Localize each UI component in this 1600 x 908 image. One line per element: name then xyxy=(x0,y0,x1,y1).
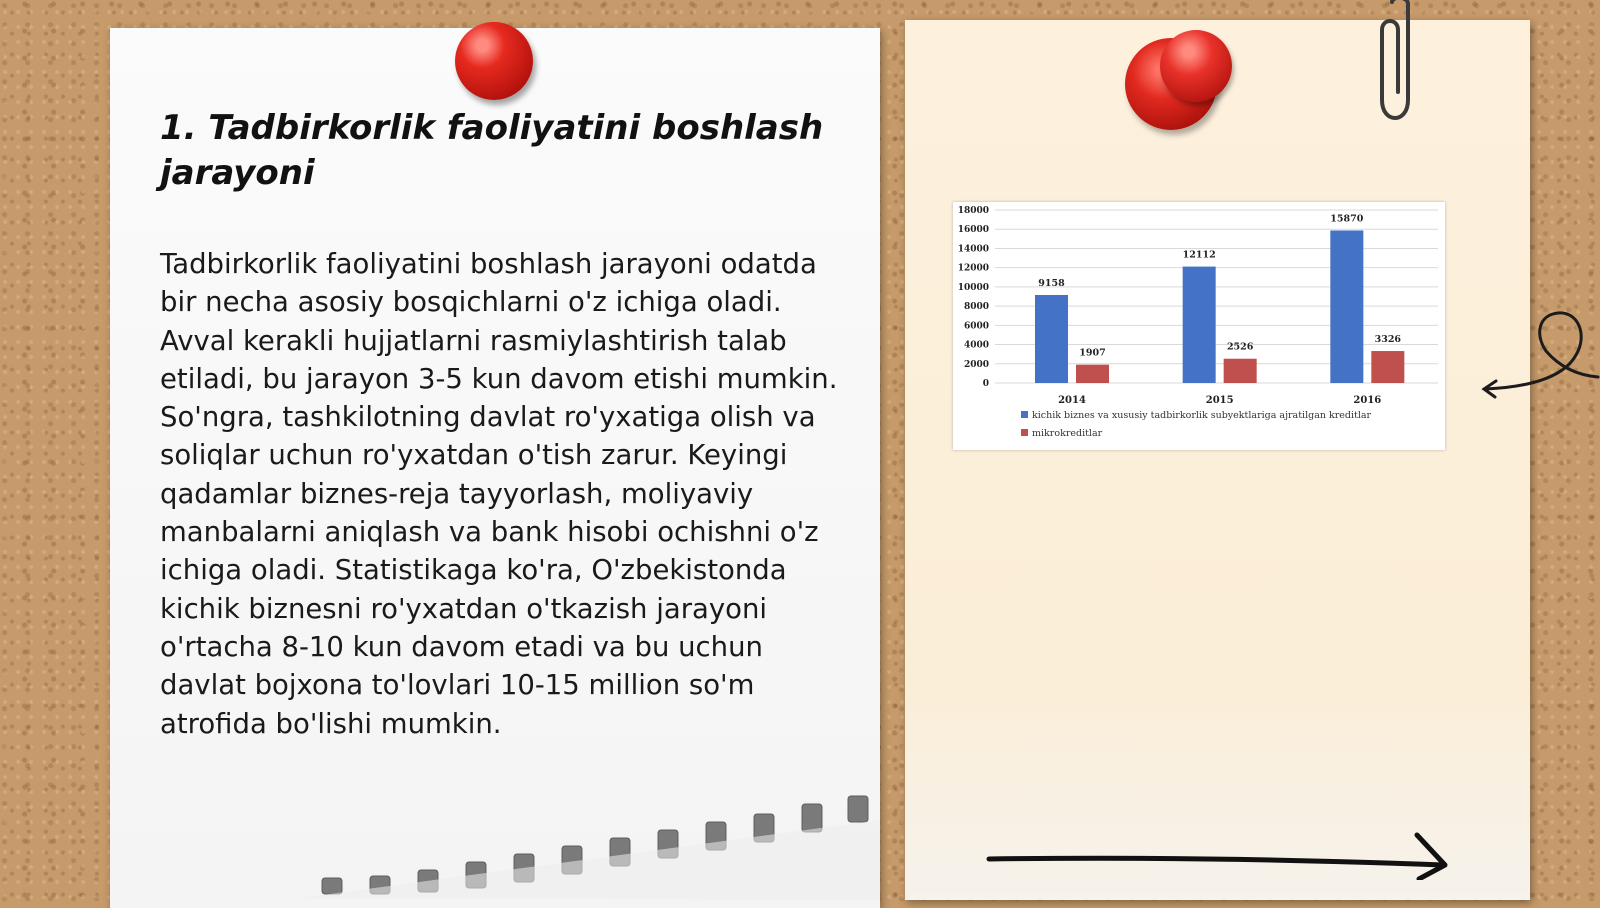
data-label: 12112 xyxy=(1182,249,1216,261)
paperclip-icon xyxy=(1378,0,1418,125)
hand-drawn-loop-arrow xyxy=(1480,305,1600,405)
slide-body-text: Tadbirkorlik faoliyatini boshlash jarayoni odatda bir necha asosiy bosqichlarni o'z ichiga oladi. Avval kerakli hujjatlarni rasmiylashtirish talab etiladi, bu jarayon 3-5 kun davom etishi mumkin. So'ngra, tashkilotning davlat ro'yxatiga olish va soliqlar uchun ro'yxatdan o'tish zarur. Keyingi qadamlar biznes-reja tayyorlash, moliyaviy manbalarni aniqlash va bank hisobi ochishni o'z ichiga oladi. Statistikaga ko'ra, O'zbekistonda kichik biznesni ro'yxatdan o'tkazish jarayoni o'rtacha 8-10 kun davom etadi va bu uchun davlat bojxona to'lovlari 10-15 million so'm atrofida bo'lishi mumkin. xyxy=(160,248,838,740)
hand-drawn-arrow xyxy=(985,825,1455,880)
y-tick-label: 2000 xyxy=(963,359,989,370)
slide-title: 1. Tadbirkorlik faoliyatini boshlash jarayoni xyxy=(160,108,824,193)
chart-canvas xyxy=(953,202,1445,450)
right-note-paper xyxy=(905,20,1530,900)
bar xyxy=(1076,365,1109,383)
bar xyxy=(1224,359,1257,383)
data-label: 15870 xyxy=(1330,213,1364,225)
legend-label: mikrokreditlar xyxy=(1032,428,1103,439)
y-tick-label: 12000 xyxy=(957,263,989,274)
bar xyxy=(1371,351,1404,383)
credit-bar-chart xyxy=(953,202,1445,450)
data-label: 9158 xyxy=(1038,277,1065,289)
bar xyxy=(1035,295,1068,383)
y-tick-label: 14000 xyxy=(957,244,989,255)
y-tick-label: 8000 xyxy=(963,302,989,313)
data-label: 2526 xyxy=(1226,341,1254,353)
y-tick-label: 18000 xyxy=(957,206,989,216)
y-tick-label: 6000 xyxy=(963,321,989,332)
bar xyxy=(1183,267,1216,383)
x-tick-label: 2014 xyxy=(1058,395,1086,406)
data-label: 1907 xyxy=(1079,347,1106,359)
y-tick-label: 4000 xyxy=(963,340,989,351)
legend-swatch xyxy=(1021,429,1028,436)
y-tick-label: 10000 xyxy=(957,282,989,293)
y-tick-label: 0 xyxy=(982,379,989,389)
x-tick-label: 2016 xyxy=(1353,395,1382,406)
spiral-binding-decoration xyxy=(300,790,880,900)
y-tick-label: 16000 xyxy=(957,225,989,236)
data-label: 3326 xyxy=(1374,334,1402,346)
red-pushpin xyxy=(1160,30,1232,102)
x-tick-label: 2015 xyxy=(1205,395,1234,406)
legend-swatch xyxy=(1021,411,1028,418)
bar xyxy=(1330,230,1363,383)
legend-label: kichik biznes va xususiy tadbirkorlik subyektlariga ajratilgan kreditlar xyxy=(1032,410,1372,421)
red-pushpin xyxy=(455,22,533,100)
